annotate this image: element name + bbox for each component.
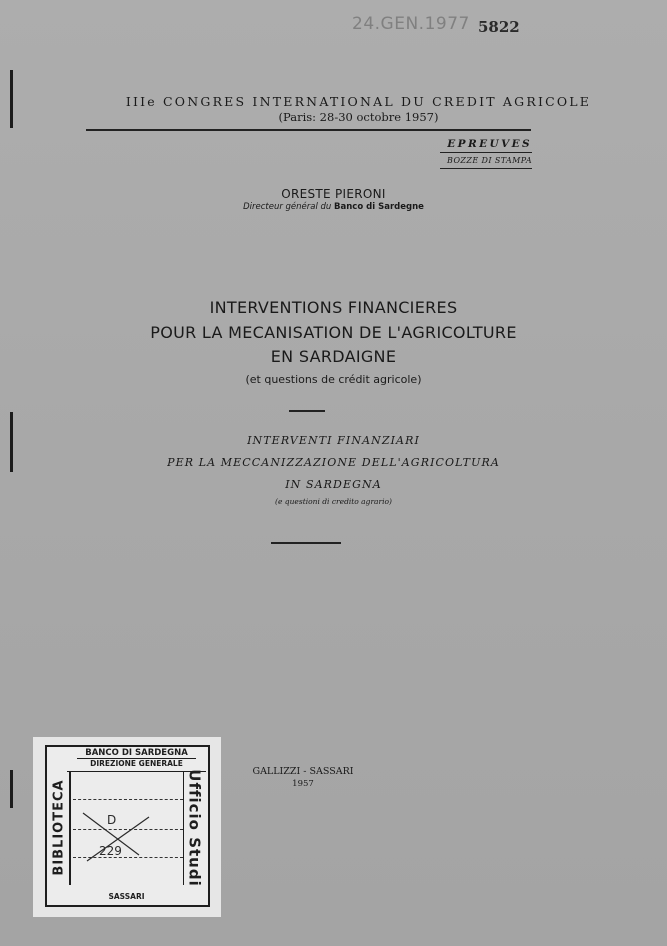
publication-year: 1957 (292, 779, 314, 789)
stamp-bank: BANCO DI SARDEGNA (85, 748, 188, 758)
title-fr-line2: POUR LA MECANISATION DE L'AGRICOLTURE (150, 323, 517, 342)
proof-rule (440, 152, 532, 153)
publisher-name: GALLIZZI - SASSARI (252, 766, 354, 777)
stamp-right-label (183, 769, 207, 887)
handwritten-letter: D (107, 813, 117, 827)
proof-label-fr: EPREUVES (447, 138, 532, 150)
stamp-left-label (48, 767, 70, 887)
hand-cross-mark (77, 807, 157, 867)
stamp-office-text: Ufficio Studi (186, 769, 204, 887)
header-rule (86, 129, 531, 131)
received-date-stamp: 24.GEN.1977 (352, 14, 470, 34)
separator-dash (271, 542, 341, 544)
stamp-divider (69, 771, 71, 885)
binding-mark (10, 770, 13, 808)
author-bank: Banco di Sardegne (334, 202, 424, 212)
separator-dash (289, 410, 325, 412)
title-fr-line1: INTERVENTIONS FINANCIERES (209, 298, 458, 317)
library-stamp (45, 745, 210, 907)
title-it-line3: IN SARDEGNA (285, 478, 382, 491)
stamp-city: SASSARI (108, 892, 145, 901)
title-it-line2: PER LA MECCANIZZAZIONE DELL'AGRICOLTURA (167, 456, 500, 469)
handwritten-number: 229 (99, 844, 122, 858)
congress-dates: (Paris: 28-30 octobre 1957) (278, 110, 439, 124)
proof-rule (440, 168, 532, 169)
title-it-subtitle: (e questioni di credito agrario) (275, 497, 392, 506)
stamp-library-text: BIBLIOTECA (51, 778, 67, 876)
author-role-prefix: Directeur général du (243, 202, 332, 212)
title-it-line1: INTERVENTI FINANZIARI (247, 434, 420, 447)
author-role (0, 202, 667, 212)
proof-label-it: BOZZE DI STAMPA (447, 156, 532, 165)
title-fr-line3: EN SARDAIGNE (270, 347, 397, 366)
author-name: ORESTE PIERONI (281, 187, 386, 201)
stamp-dotted-line (73, 799, 183, 800)
reference-number: 5822 (478, 18, 520, 36)
stamp-division: DIREZIONE GENERALE (77, 758, 196, 768)
congress-title: IIIe CONGRES INTERNATIONAL DU CREDIT AGRICOLE (125, 94, 592, 109)
title-fr-subtitle: (et questions de crédit agricole) (245, 373, 422, 386)
